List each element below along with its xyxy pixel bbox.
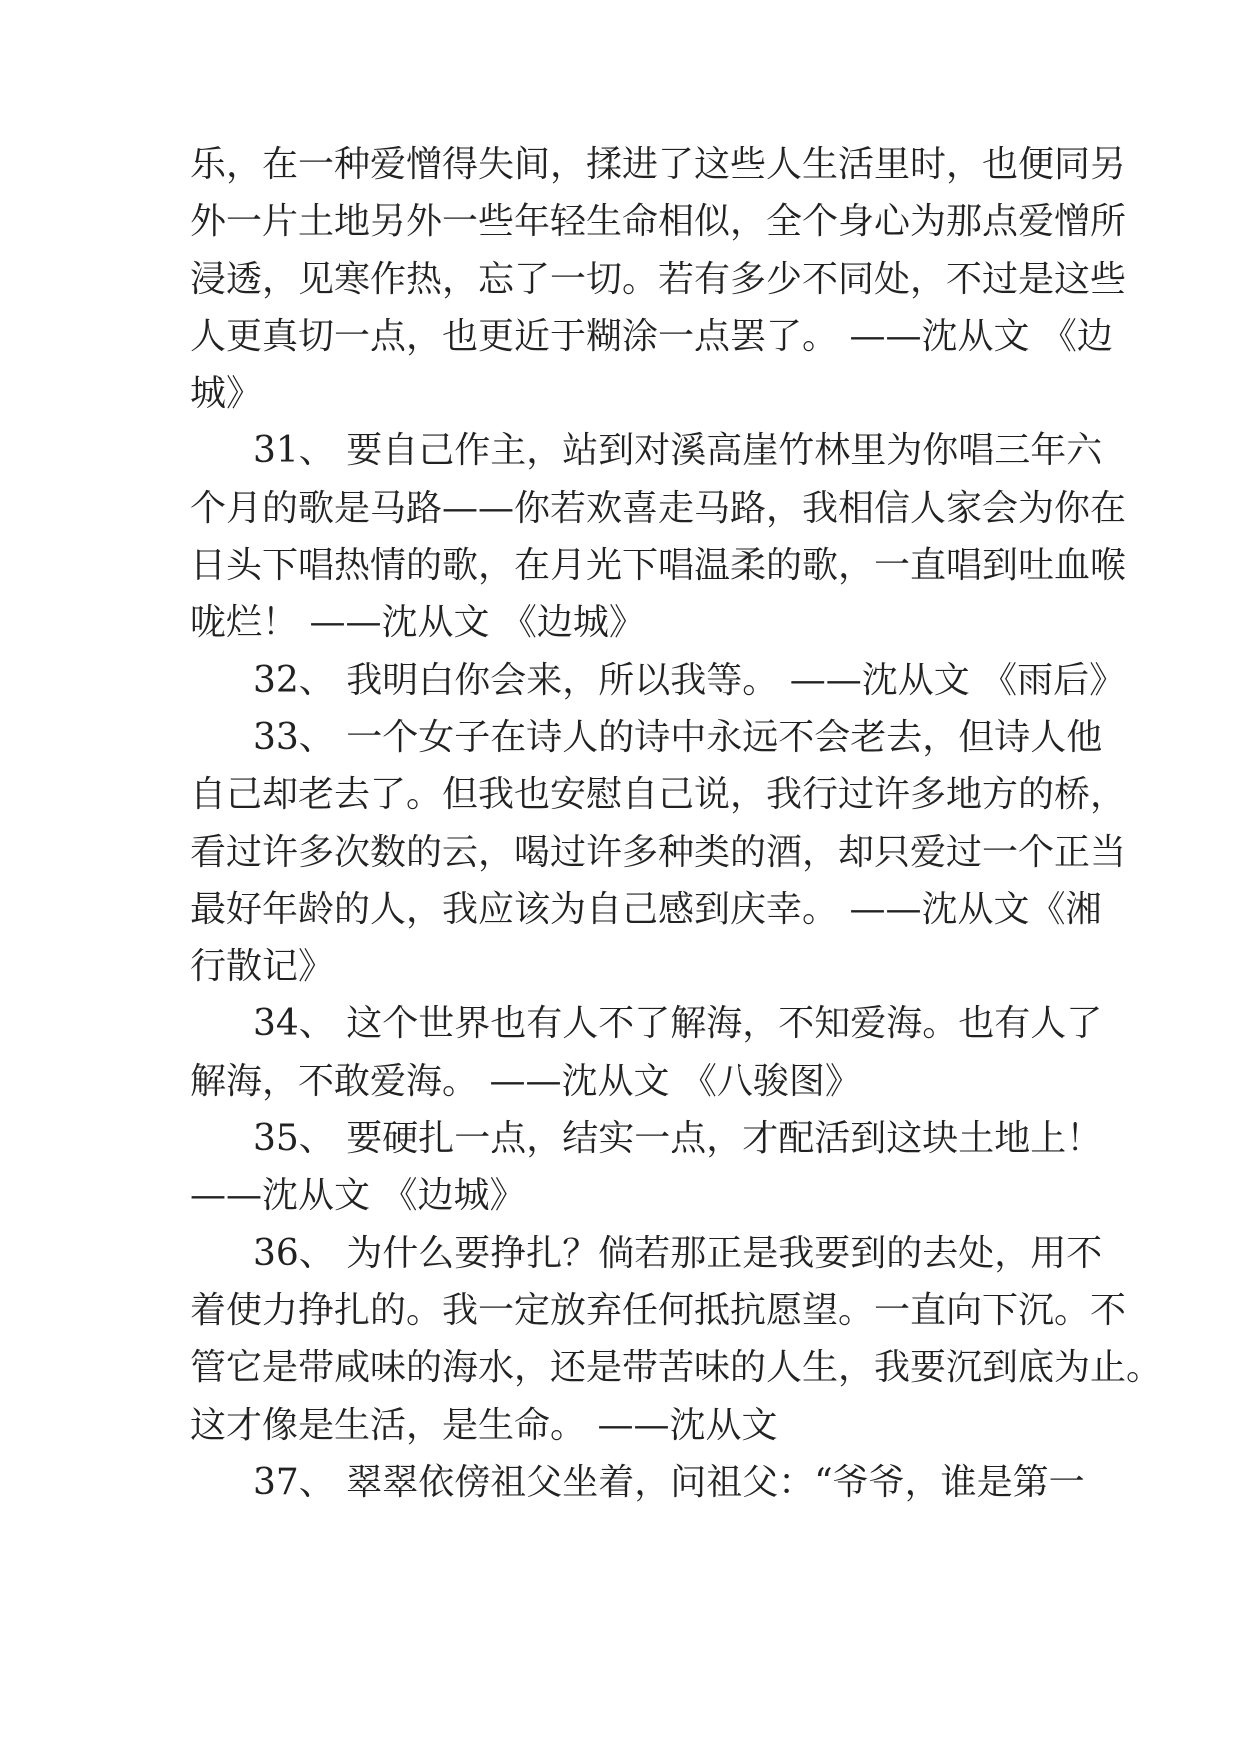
text-line: ——沈从文 《边城》 bbox=[190, 1175, 526, 1217]
text-line: 解海，不敢爱海。 ——沈从文 《八骏图》 bbox=[190, 1060, 861, 1102]
text-line: 管它是带咸味的海水，还是带苦味的人生，我要沉到底为止。 bbox=[190, 1347, 1163, 1389]
text-line: 个月的歌是马路——你若欢喜走马路，我相信人家会为你在 bbox=[190, 487, 1127, 529]
text-line: 37、 翠翠依傍祖父坐着，问祖父：“爷爷，谁是第一 bbox=[253, 1461, 1085, 1503]
text-line: 乐，在一种爱憎得失间，揉进了这些人生活里时，也便同另 bbox=[190, 144, 1127, 185]
text-line: 最好年龄的人，我应该为自己感到庆幸。 ——沈从文《湘 bbox=[190, 888, 1102, 930]
text-line: 日头下唱热情的歌，在月光下唱温柔的歌，一直唱到吐血喉 bbox=[190, 545, 1127, 587]
text-line: 浸透，见寒作热，忘了一切。若有多少不同处，不过是这些 bbox=[190, 258, 1127, 300]
text-line: 34、 这个世界也有人不了解海，不知爱海。也有人了 bbox=[253, 1003, 1103, 1045]
text-line: 36、 为什么要挣扎？倘若那正是我要到的去处，用不 bbox=[253, 1232, 1103, 1274]
text-line: 自己却老去了。但我也安慰自己说，我行过许多地方的桥， bbox=[190, 774, 1127, 816]
text-line: 城》 bbox=[190, 373, 263, 415]
text-line: 32、 我明白你会来，所以我等。 ——沈从文 《雨后》 bbox=[253, 659, 1126, 701]
text-line: 这才像是生活，是生命。 ——沈从文 bbox=[190, 1404, 778, 1446]
text-line: 31、 要自己作主，站到对溪高崖竹林里为你唱三年六 bbox=[253, 430, 1103, 472]
text-line: 35、 要硬扎一点，结实一点，才配活到这块土地上！ bbox=[253, 1118, 1103, 1160]
text-line: 人更真切一点，也更近于糊涂一点罢了。 ——沈从文 《边 bbox=[190, 315, 1113, 357]
text-line: 行散记》 bbox=[190, 946, 335, 988]
text-line: 33、 一个女子在诗人的诗中永远不会老去，但诗人他 bbox=[253, 716, 1103, 758]
text-line: 着使力挣扎的。我一定放弃任何抵抗愿望。一直向下沉。不 bbox=[190, 1289, 1127, 1331]
text-line: 咙烂！ ——沈从文 《边城》 bbox=[190, 602, 645, 644]
text-line: 外一片土地另外一些年轻生命相似，全个身心为那点爱憎所 bbox=[190, 201, 1127, 243]
body-text bbox=[190, 136, 1163, 1511]
text-line: 看过许多次数的云，喝过许多种类的酒，却只爱过一个正当 bbox=[190, 831, 1127, 873]
